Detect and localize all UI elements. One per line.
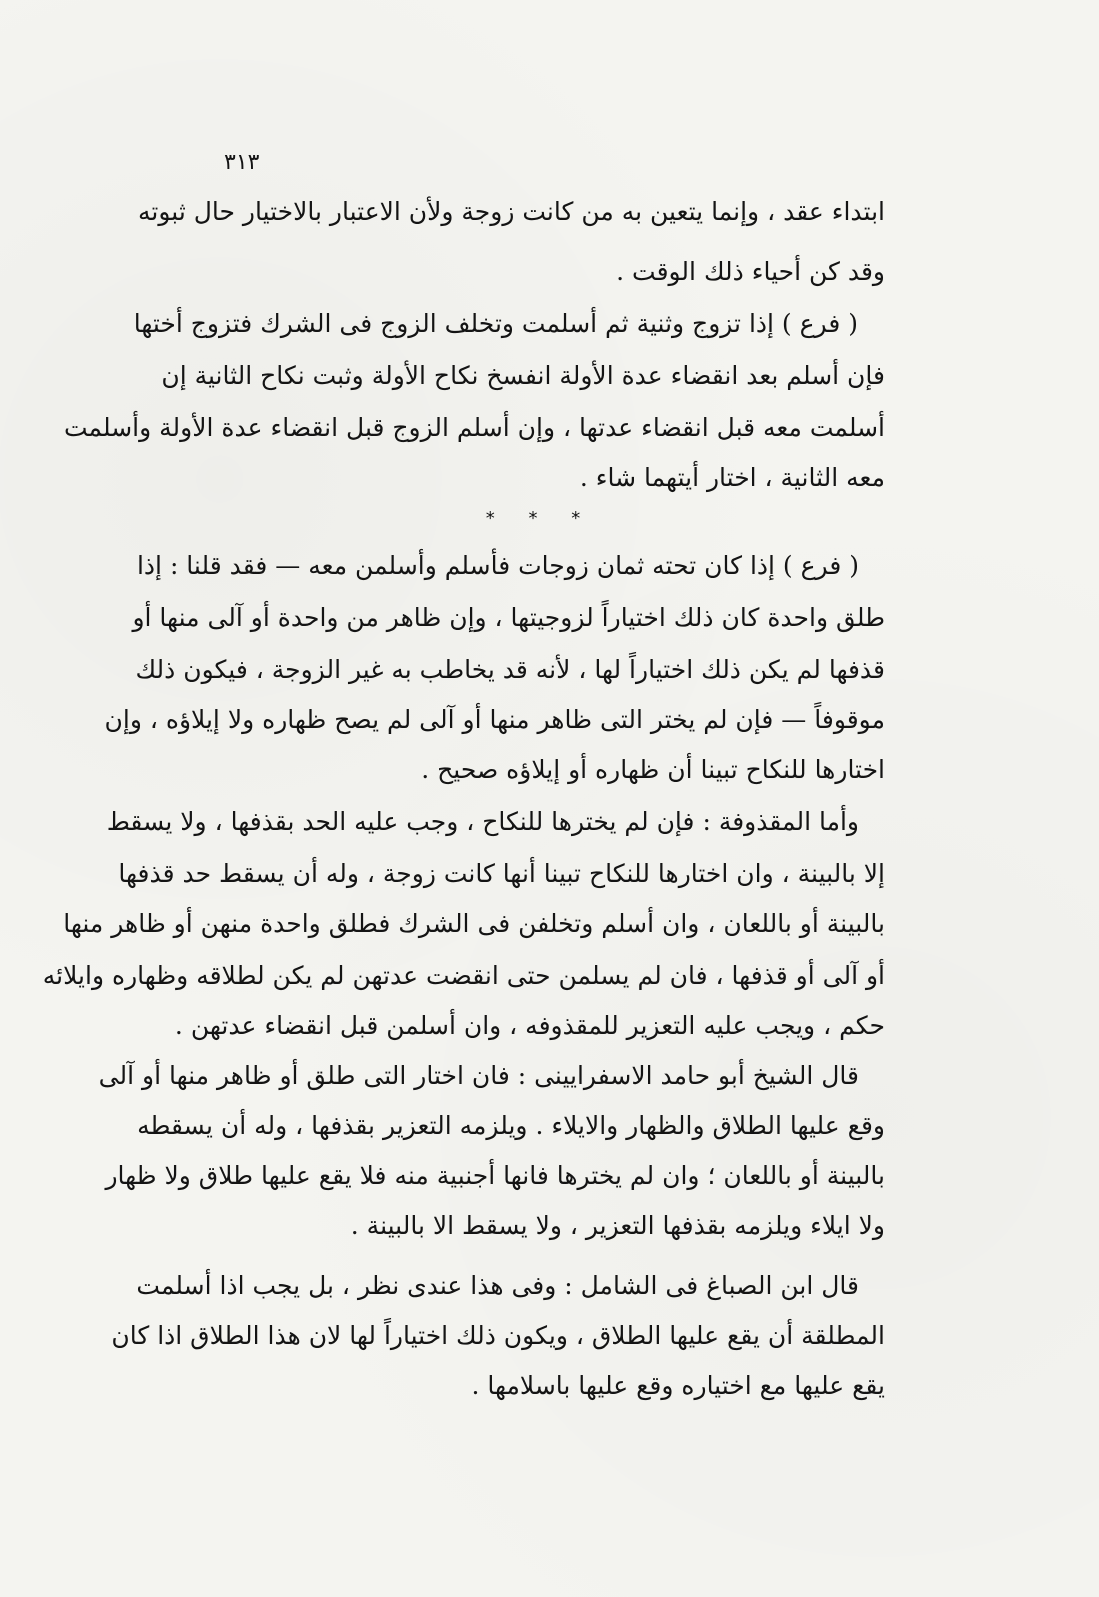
text-line: ابتداء عقد ، وإنما يتعين به من كانت زوجة ولأن الاعتبار بالاختيار حال ثبوته xyxy=(138,197,885,226)
text-line: ( فرع ) إذا كان تحته ثمان زوجات فأسلم وأسلمن معه — فقد قلنا : إذا xyxy=(136,551,859,580)
text-line: أو آلى أو قذفها ، فان لم يسلمن حتى انقضت عدتهن لم يكن لطلاقه وظهاره وايلائه xyxy=(42,961,885,990)
text-line: وقد كن أحياء ذلك الوقت . xyxy=(616,257,885,286)
text-line: وأما المقذوفة : فإن لم يخترها للنكاح ، وجب عليه الحد بقذفها ، ولا يسقط xyxy=(106,807,859,836)
text-line: قذفها لم يكن ذلك اختياراً لها ، لأنه قد يخاطب به غير الزوجة ، فيكون ذلك xyxy=(135,655,885,684)
text-line: قال ابن الصباغ فى الشامل : وفى هذا عندى نظر ، بل يجب اذا أسلمت xyxy=(136,1271,859,1300)
text-line: يقع عليها مع اختياره وقع عليها باسلامها . xyxy=(471,1371,885,1400)
text-line: بالبينة أو باللعان ؛ وان لم يخترها فانها أجنبية منه فلا يقع عليها طلاق ولا ظهار xyxy=(105,1161,885,1190)
text-line: ( فرع ) إذا تزوج وثنية ثم أسلمت وتخلف الزوج فى الشرك فتزوج أختها xyxy=(133,309,858,338)
text-line: معه الثانية ، اختار أيتهما شاء . xyxy=(579,463,885,492)
text-line: قال الشيخ أبو حامد الاسفرايينى : فان اختار التى طلق أو ظاهر منها أو آلى xyxy=(98,1061,859,1090)
text-line: موقوفاً — فإن لم يختر التى ظاهر منها أو آلى لم يصح ظهاره ولا إيلاؤه ، وإن xyxy=(104,705,885,734)
text-line: إلا بالبينة ، وان اختارها للنكاح تبينا أنها كانت زوجة ، وله أن يسقط حد قذفها xyxy=(118,859,885,888)
section-separator: * * * xyxy=(485,508,595,529)
text-line: ولا ايلاء ويلزمه بقذفها التعزير ، ولا يسقط الا بالبينة . xyxy=(350,1211,885,1240)
text-line: أسلمت معه قبل انقضاء عدتها ، وإن أسلم الزوج قبل انقضاء عدة الأولة وأسلمت xyxy=(63,413,885,442)
text-line: المطلقة أن يقع عليها الطلاق ، ويكون ذلك اختياراً لها لان هذا الطلاق اذا كان xyxy=(111,1321,885,1350)
text-line: بالبينة أو باللعان ، وان أسلم وتخلفن فى الشرك فطلق واحدة منهن أو ظاهر منها xyxy=(63,909,885,938)
text-line: اختارها للنكاح تبينا أن ظهاره أو إيلاؤه صحيح . xyxy=(421,755,885,784)
text-line: وقع عليها الطلاق والظهار والايلاء . ويلزمه التعزير بقذفها ، وله أن يسقطه xyxy=(137,1111,885,1140)
text-line: حكم ، ويجب عليه التعزير للمقذوفه ، وان أسلمن قبل انقضاء عدتهن . xyxy=(174,1011,885,1040)
page-number: ٣١٣ xyxy=(224,150,260,175)
text-line: فإن أسلم بعد انقضاء عدة الأولة انفسخ نكاح الأولة وثبت نكاح الثانية إن xyxy=(161,361,885,390)
text-line: طلق واحدة كان ذلك اختياراً لزوجيتها ، وإن ظاهر من واحدة أو آلى منها أو xyxy=(132,603,885,632)
